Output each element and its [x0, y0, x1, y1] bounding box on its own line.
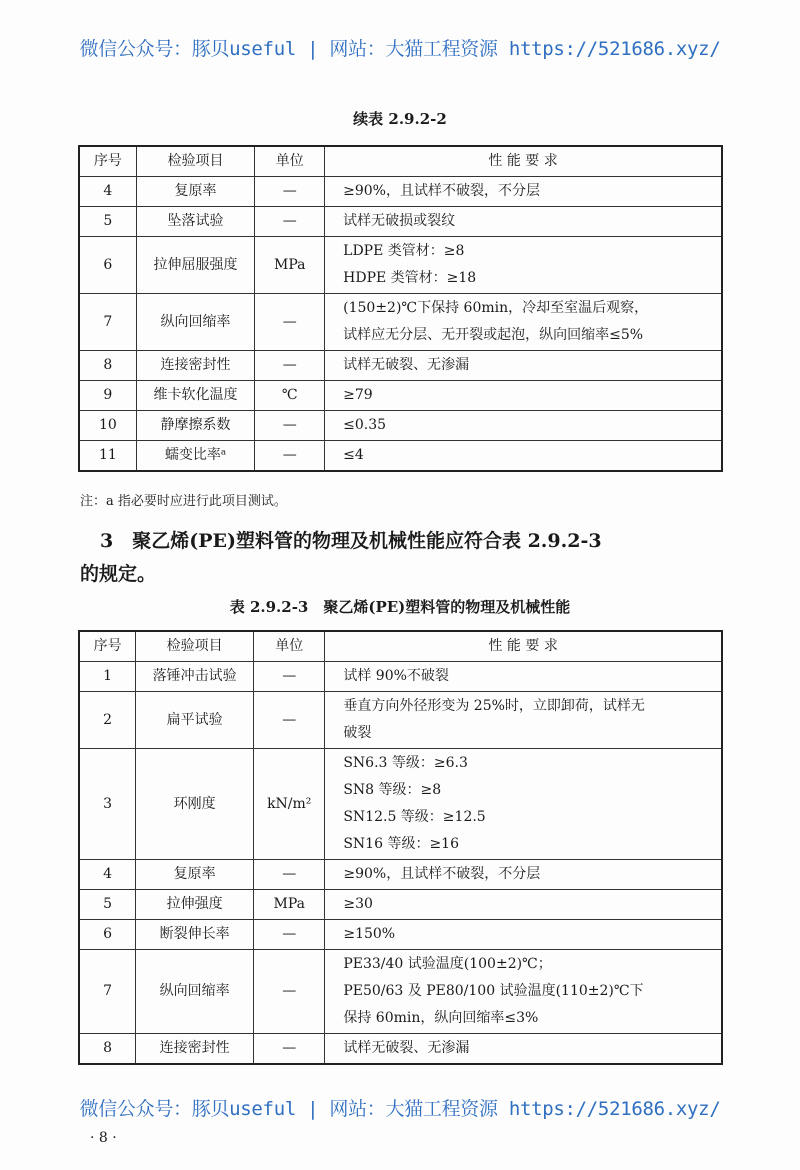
- requirement-line: SN6.3 等级：≥6.3: [343, 755, 468, 771]
- cell-item: 连接密封性: [136, 351, 255, 381]
- table-row: [79, 411, 722, 441]
- requirement-line: HDPE 类管材：≥18: [343, 270, 477, 286]
- cell-no: 11: [79, 441, 136, 472]
- table-header-row: [79, 146, 722, 177]
- requirement-line: (150±2)℃下保持 60min，冷却至室温后观察，: [343, 300, 649, 316]
- table-row: [79, 749, 722, 860]
- column-header: 序号: [79, 146, 136, 177]
- cell-unit: —: [254, 950, 325, 1034]
- cell-no: 10: [79, 411, 136, 441]
- requirement-line: 垂直方向外径形变为 25%时，立即卸荷，试样无: [343, 698, 645, 714]
- cell-unit: MPa: [254, 890, 325, 920]
- cell-unit: —: [255, 177, 325, 207]
- requirement-line: SN16 等级：≥16: [343, 836, 459, 852]
- cell-item: 环刚度: [136, 749, 254, 860]
- table-row: [79, 351, 722, 381]
- requirement-line: PE33/40 试验温度(100±2)℃；: [343, 956, 552, 972]
- table-row: [79, 381, 722, 411]
- table-row: [79, 662, 722, 692]
- requirement-line: 试样无破损或裂纹: [343, 213, 456, 229]
- requirement-line: 试样应无分层、无开裂或起泡，纵向回缩率≤5%: [343, 327, 644, 343]
- cell-requirement: [325, 749, 722, 860]
- table-row: [79, 950, 722, 1034]
- cell-requirement: [325, 351, 722, 381]
- column-header: 性 能 要 求: [325, 146, 722, 177]
- cell-item: 落锤冲击试验: [136, 662, 254, 692]
- table-row: [79, 177, 722, 207]
- cell-item: 复原率: [136, 860, 254, 890]
- paragraph-line-2: 的规定。: [80, 563, 157, 585]
- watermark-bottom: 微信公众号：豚贝useful | 网站：大猫工程资源 https://521686.xyz/: [79, 1098, 721, 1120]
- requirement-line: SN12.5 等级：≥12.5: [343, 809, 486, 825]
- cell-requirement: [325, 207, 722, 237]
- table-2-9-2-2-continued: [78, 145, 723, 472]
- cell-unit: —: [255, 294, 325, 351]
- table-row: [79, 237, 722, 294]
- requirement-line: SN8 等级：≥8: [343, 782, 442, 798]
- cell-unit: —: [254, 920, 325, 950]
- cell-no: 4: [79, 860, 136, 890]
- cell-item: 纵向回缩率: [136, 294, 255, 351]
- cell-no: 6: [79, 920, 136, 950]
- cell-item: 拉伸强度: [136, 890, 254, 920]
- cell-no: 2: [79, 692, 136, 749]
- cell-no: 9: [79, 381, 136, 411]
- table-row: [79, 860, 722, 890]
- column-header: 单位: [255, 146, 325, 177]
- cell-no: 8: [79, 1034, 136, 1065]
- cell-unit: —: [254, 860, 325, 890]
- cell-requirement: [325, 692, 722, 749]
- cell-item: 蠕变比率ᵃ: [136, 441, 255, 472]
- cell-requirement: [325, 860, 722, 890]
- requirement-line: 保持 60min，纵向回缩率≤3%: [343, 1010, 539, 1026]
- requirement-line: LDPE 类管材：≥8: [343, 243, 465, 259]
- requirement-line: ≤0.35: [343, 417, 387, 433]
- cell-no: 8: [79, 351, 136, 381]
- cell-unit: —: [255, 207, 325, 237]
- requirement-line: 试样无破裂、无渗漏: [343, 357, 470, 373]
- cell-no: 4: [79, 177, 136, 207]
- requirement-line: ≥90%，且试样不破裂，不分层: [343, 866, 541, 882]
- cell-requirement: [325, 237, 722, 294]
- column-header: 检验项目: [136, 631, 254, 662]
- table-header-row: [79, 631, 722, 662]
- cell-requirement: [325, 920, 722, 950]
- table-row: [79, 890, 722, 920]
- requirement-line: ≤4: [343, 447, 364, 463]
- cell-no: 1: [79, 662, 136, 692]
- column-header: 性 能 要 求: [325, 631, 722, 662]
- cell-unit: —: [254, 1034, 325, 1065]
- cell-unit: —: [255, 351, 325, 381]
- cell-item: 扁平试验: [136, 692, 254, 749]
- paragraph-line-1: 3 聚乙烯(PE)塑料管的物理及机械性能应符合表 2.9.2-3: [100, 530, 602, 552]
- cell-no: 3: [79, 749, 136, 860]
- requirement-line: ≥30: [343, 896, 373, 912]
- requirement-line: 试样无破裂、无渗漏: [343, 1040, 470, 1056]
- cell-no: 7: [79, 294, 136, 351]
- cell-unit: kN/m²: [254, 749, 325, 860]
- cell-requirement: [325, 950, 722, 1034]
- cell-requirement: [325, 441, 722, 472]
- table-row: [79, 207, 722, 237]
- requirement-line: 破裂: [343, 725, 372, 741]
- cell-item: 坠落试验: [136, 207, 255, 237]
- table-row: [79, 441, 722, 472]
- table1-caption: 续表 2.9.2-2: [353, 110, 447, 128]
- cell-unit: —: [255, 441, 325, 472]
- cell-unit: —: [254, 692, 325, 749]
- column-header: 检验项目: [136, 146, 255, 177]
- cell-item: 静摩擦系数: [136, 411, 255, 441]
- table-row: [79, 1034, 722, 1065]
- table-row: [79, 294, 722, 351]
- watermark-top: 微信公众号：豚贝useful | 网站：大猫工程资源 https://521686.xyz/: [79, 38, 721, 60]
- cell-unit: ℃: [255, 381, 325, 411]
- cell-item: 纵向回缩率: [136, 950, 254, 1034]
- table2-caption: 表 2.9.2-3 聚乙烯(PE)塑料管的物理及机械性能: [229, 598, 571, 616]
- requirement-line: ≥150%: [343, 926, 396, 942]
- table-row: [79, 920, 722, 950]
- column-header: 序号: [79, 631, 136, 662]
- requirement-line: ≥79: [343, 387, 373, 403]
- cell-requirement: [325, 662, 722, 692]
- cell-item: 维卡软化温度: [136, 381, 255, 411]
- cell-unit: —: [254, 662, 325, 692]
- cell-item: 断裂伸长率: [136, 920, 254, 950]
- cell-requirement: [325, 381, 722, 411]
- table-2-9-2-3: [78, 630, 723, 1065]
- cell-requirement: [325, 890, 722, 920]
- page-number: · 8 ·: [90, 1130, 117, 1146]
- requirement-line: ≥90%，且试样不破裂，不分层: [343, 183, 540, 199]
- cell-item: 连接密封性: [136, 1034, 254, 1065]
- cell-unit: MPa: [255, 237, 325, 294]
- cell-unit: —: [255, 411, 325, 441]
- table1-note: 注：a 指必要时应进行此项目测试。: [80, 494, 287, 509]
- cell-item: 复原率: [136, 177, 255, 207]
- cell-requirement: [325, 1034, 722, 1065]
- cell-requirement: [325, 411, 722, 441]
- cell-item: 拉伸屈服强度: [136, 237, 255, 294]
- cell-no: 7: [79, 950, 136, 1034]
- table-row: [79, 692, 722, 749]
- column-header: 单位: [254, 631, 325, 662]
- requirement-line: 试样 90%不破裂: [343, 668, 449, 684]
- cell-no: 5: [79, 207, 136, 237]
- cell-requirement: [325, 177, 722, 207]
- cell-requirement: [325, 294, 722, 351]
- requirement-line: PE50/63 及 PE80/100 试验温度(110±2)℃下: [343, 983, 644, 999]
- cell-no: 5: [79, 890, 136, 920]
- cell-no: 6: [79, 237, 136, 294]
